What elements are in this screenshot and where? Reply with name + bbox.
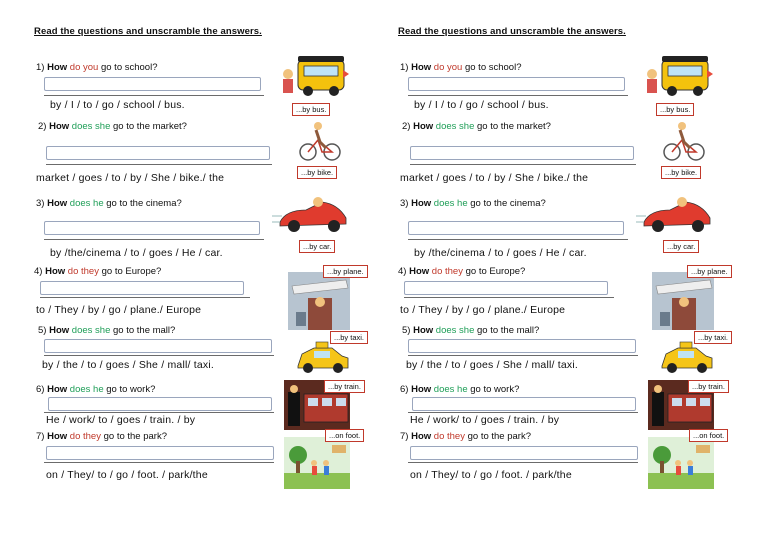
question-3: 3) How does he go to the cinema?: [36, 198, 182, 209]
scrambled-words-1: by / I / to / go / school / bus.: [414, 99, 549, 111]
answer-field-6[interactable]: [412, 397, 636, 411]
answer-field-2[interactable]: [410, 146, 634, 160]
scrambled-words-6: He / work/ to / goes / train. / by: [410, 414, 560, 426]
park-walk-icon: [284, 437, 350, 489]
scrambled-words-4: to / They / by / go / plane./ Europe: [36, 304, 202, 316]
answer-line-5: [408, 355, 638, 356]
answer-line-3: [408, 239, 628, 240]
answer-line-2: [46, 164, 272, 165]
question-3: 3) How does he go to the cinema?: [400, 198, 546, 209]
answer-hint-2: ...by bike.: [661, 166, 701, 179]
plane-icon: [652, 272, 714, 330]
question-2: 2) How does she go to the market?: [402, 121, 551, 132]
answer-hint-6: ...by train.: [688, 380, 729, 393]
answer-hint-4: ...by plane.: [687, 265, 732, 278]
question-5: 5) How does she go to the mall?: [402, 325, 540, 336]
answer-hint-1: ...by bus.: [656, 103, 694, 116]
answer-field-3[interactable]: [408, 221, 624, 235]
question-4: 4) How do they go to Europe?: [398, 266, 526, 277]
answer-field-4[interactable]: [40, 281, 244, 295]
answer-field-1[interactable]: [408, 77, 625, 91]
school-bus-icon: [280, 52, 350, 100]
park-walk-icon: [648, 437, 714, 489]
answer-hint-7: ...on foot.: [689, 429, 728, 442]
scrambled-words-4: to / They / by / go / plane./ Europe: [400, 304, 566, 316]
question-6: 6) How does he go to work?: [36, 384, 156, 395]
answer-field-2[interactable]: [46, 146, 270, 160]
answer-line-1: [44, 95, 264, 96]
answer-field-6[interactable]: [48, 397, 272, 411]
question-6: 6) How does he go to work?: [400, 384, 520, 395]
school-bus-icon: [644, 52, 714, 100]
scrambled-words-3: by /the/cinema / to / goes / He / car.: [414, 247, 587, 259]
answer-field-7[interactable]: [46, 446, 274, 460]
scrambled-words-5: by / the / to / goes / She / mall/ taxi.: [406, 359, 578, 371]
question-1: 1) How do you go to school?: [400, 62, 522, 73]
scrambled-words-2: market / goes / to / by / She / bike./ the: [36, 172, 225, 184]
question-7: 7) How do they go to the park?: [400, 431, 531, 442]
car-icon: [636, 192, 716, 236]
answer-line-6: [44, 412, 274, 413]
answer-field-1[interactable]: [44, 77, 261, 91]
bicycle-icon: [660, 118, 708, 162]
answer-line-1: [408, 95, 628, 96]
answer-hint-5: ...by taxi.: [694, 331, 732, 344]
car-icon: [272, 192, 352, 236]
answer-field-7[interactable]: [410, 446, 638, 460]
scrambled-words-7: on / They/ to / go / foot. / park/the: [46, 469, 208, 481]
scrambled-words-1: by / I / to / go / school / bus.: [50, 99, 185, 111]
question-7: 7) How do they go to the park?: [36, 431, 167, 442]
answer-hint-6: ...by train.: [324, 380, 365, 393]
scrambled-words-5: by / the / to / goes / She / mall/ taxi.: [42, 359, 214, 371]
answer-line-5: [44, 355, 274, 356]
answer-hint-5: ...by taxi.: [330, 331, 368, 344]
question-4: 4) How do they go to Europe?: [34, 266, 162, 277]
worksheet-right: [398, 0, 743, 500]
question-2: 2) How does she go to the market?: [38, 121, 187, 132]
answer-hint-3: ...by car.: [299, 240, 335, 253]
answer-hint-3: ...by car.: [663, 240, 699, 253]
answer-line-6: [408, 412, 638, 413]
answer-field-3[interactable]: [44, 221, 260, 235]
worksheet-left: [34, 0, 379, 500]
answer-line-7: [408, 462, 638, 463]
answer-hint-7: ...on foot.: [325, 429, 364, 442]
plane-icon: [288, 272, 350, 330]
bicycle-icon: [296, 118, 344, 162]
worksheet-title: Read the questions and unscramble the answers.: [398, 26, 626, 37]
answer-line-4: [404, 297, 614, 298]
scrambled-words-6: He / work/ to / goes / train. / by: [46, 414, 196, 426]
answer-hint-1: ...by bus.: [292, 103, 330, 116]
answer-line-2: [410, 164, 636, 165]
answer-field-5[interactable]: [44, 339, 272, 353]
answer-line-3: [44, 239, 264, 240]
taxi-icon: [658, 340, 714, 376]
answer-line-4: [40, 297, 250, 298]
worksheet-title: Read the questions and unscramble the answers.: [34, 26, 262, 37]
answer-field-4[interactable]: [404, 281, 608, 295]
taxi-icon: [294, 340, 350, 376]
answer-line-7: [44, 462, 274, 463]
answer-hint-4: ...by plane.: [323, 265, 368, 278]
scrambled-words-2: market / goes / to / by / She / bike./ the: [400, 172, 589, 184]
question-1: 1) How do you go to school?: [36, 62, 158, 73]
scrambled-words-7: on / They/ to / go / foot. / park/the: [410, 469, 572, 481]
answer-hint-2: ...by bike.: [297, 166, 337, 179]
scrambled-words-3: by /the/cinema / to / goes / He / car.: [50, 247, 223, 259]
answer-field-5[interactable]: [408, 339, 636, 353]
question-5: 5) How does she go to the mall?: [38, 325, 176, 336]
